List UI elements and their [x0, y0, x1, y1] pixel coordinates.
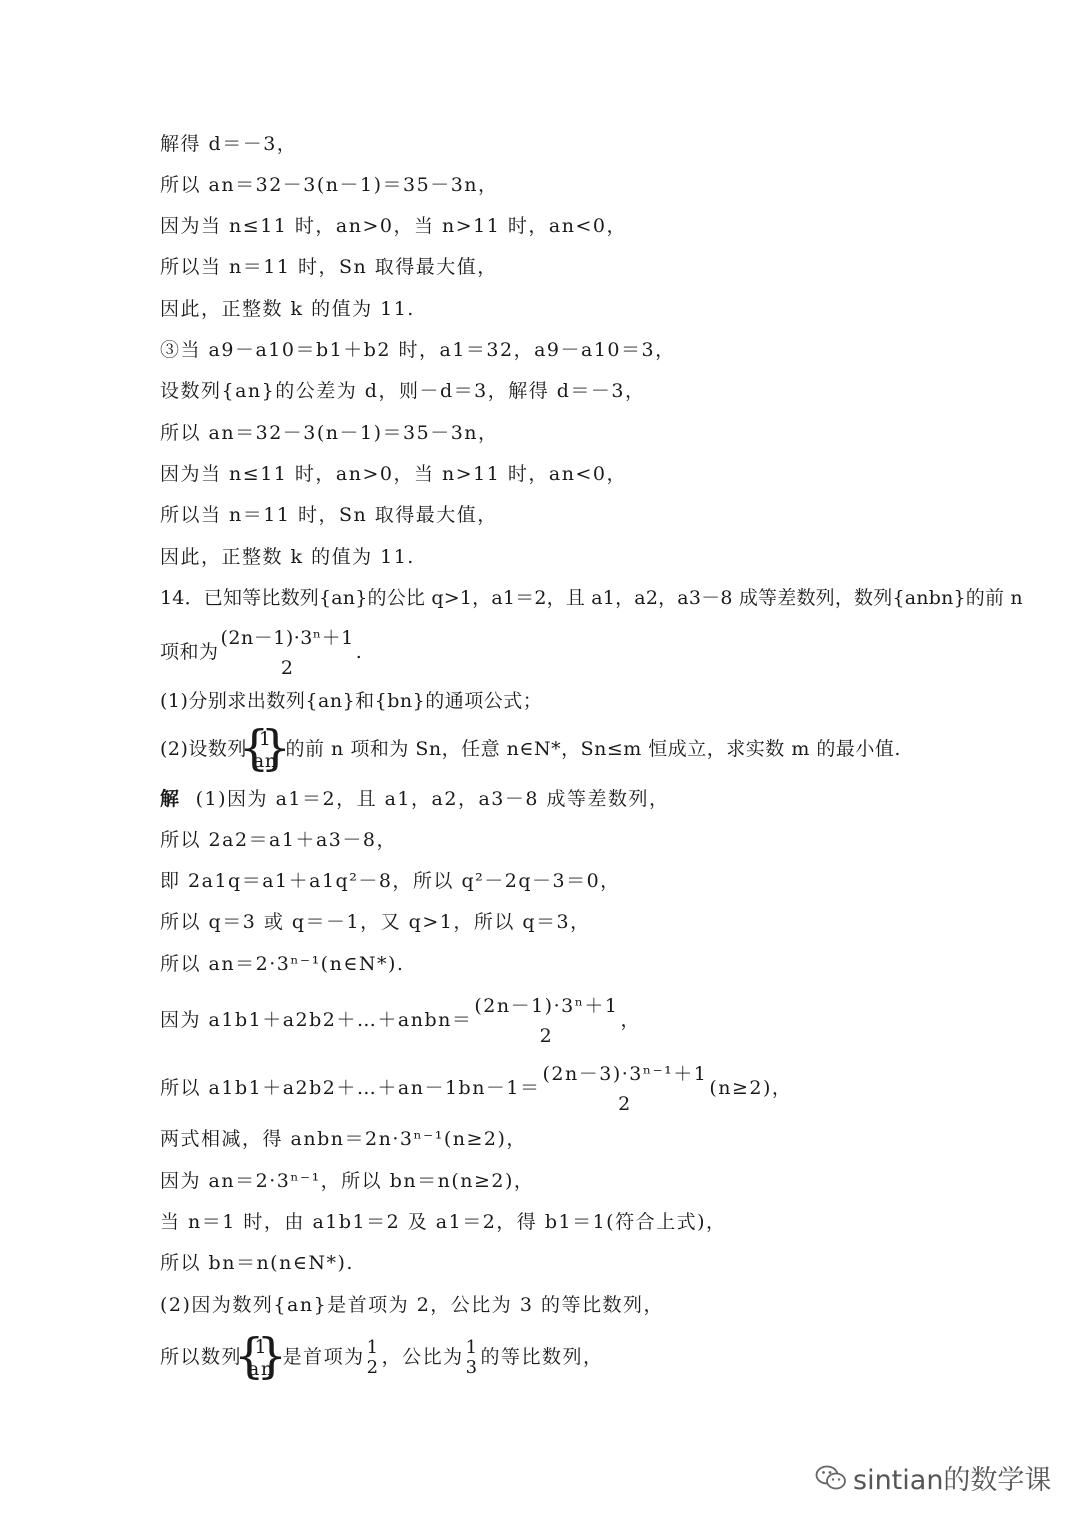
text-line: 解得 d＝－3， [160, 133, 298, 155]
text-line: 设数列{an}的公差为 d，则－d＝3，解得 d＝－3， [160, 380, 646, 402]
text-segment: . [355, 641, 363, 663]
wechat-icon [815, 1464, 847, 1492]
fraction-denominator: 2 [618, 1093, 632, 1115]
text-segment: 所以 a1b1＋a2b2＋…＋an－1bn－1＝ [160, 1077, 541, 1099]
formula-line [160, 1062, 792, 1116]
fraction-numerator: 1 [465, 1337, 479, 1358]
text-line: 所以 an＝32－3(n－1)＝35－3n， [160, 422, 499, 444]
text-line: 当 n＝1 时，由 a1b1＝2 及 a1＝2，得 b1＝1(符合上式)， [160, 1211, 727, 1233]
solution-start [160, 786, 669, 812]
text-line: 所以当 n＝11 时，Sn 取得最大值， [160, 504, 498, 526]
text-segment: 所以数列 [160, 1346, 243, 1368]
fraction-denominator: 2 [280, 657, 294, 679]
brace-denominator: an [248, 1358, 275, 1380]
text-line: 两式相减，得 anbn＝2n·3ⁿ⁻¹(n≥2)， [160, 1128, 527, 1150]
text-line: 所以 bn＝n(n∈N*). [160, 1252, 354, 1274]
fraction [474, 994, 618, 1048]
text-line: 因此，正整数 k 的值为 11. [160, 546, 415, 568]
fraction-denominator: 2 [366, 1357, 380, 1378]
text-line: 所以 q＝3 或 q＝－1，又 q>1，所以 q＝3， [160, 911, 591, 933]
text-segment: ，公比为 [381, 1346, 464, 1368]
sequence-braces [242, 1336, 281, 1380]
fraction [466, 1338, 479, 1378]
text-line: (2)因为数列{an}是首项为 2，公比为 3 的等比数列， [160, 1294, 664, 1316]
fraction-numerator: (2n－1)·3ⁿ＋1 [220, 627, 354, 649]
text-segment: 的等比数列， [480, 1346, 604, 1368]
text-line: 因为当 n≤11 时，an>0，当 n>11 时，an<0， [160, 215, 627, 237]
text-line: 即 2a1q＝a1＋a1q²－8，所以 q²－2q－3＝0， [160, 870, 621, 892]
text-line: 所以当 n＝11 时，Sn 取得最大值， [160, 256, 498, 278]
brace-numerator: { 1 [258, 728, 272, 750]
text-line: 因为 an＝2·3ⁿ⁻¹，所以 bn＝n(n≥2)， [160, 1170, 535, 1192]
text-line: 所以 2a2＝a1＋a3－8， [160, 829, 397, 851]
fraction-denominator: 2 [539, 1025, 554, 1047]
solution-label: 解 [160, 788, 181, 810]
fraction-numerator: (2n－3)·3ⁿ⁻¹＋1 [542, 1063, 708, 1085]
brace-numerator: { 1 [254, 1336, 269, 1358]
text-segment: (n≥2)， [709, 1077, 793, 1099]
fraction-numerator: 1 [366, 1337, 380, 1358]
text-segment: 的前 n 项和为 Sn，任意 n∈N*，Sn≤m 恒成立，求实数 m 的最小值. [285, 738, 901, 760]
text-line: 所以 an＝2·3ⁿ⁻¹(n∈N*). [160, 953, 405, 975]
text-segment: (2)设数列 [160, 738, 247, 760]
fraction [543, 1062, 708, 1116]
fraction-numerator: (2n－1)·3ⁿ＋1 [474, 995, 619, 1017]
watermark-text: sintian的数学课 [853, 1465, 1052, 1496]
text-segment: 是首项为 [282, 1346, 365, 1368]
text-segment: 因为 a1b1＋a2b2＋…＋anbn＝ [160, 1009, 473, 1031]
sequence-braces [247, 728, 284, 772]
fraction [367, 1338, 380, 1378]
problem-statement: 14．已知等比数列{an}的公比 q>1，a1＝2，且 a1，a2，a3－8 成等差数列，数列{anbn}的前 n [160, 587, 1023, 609]
formula-line [160, 1336, 604, 1380]
subquestion-2 [160, 728, 901, 772]
subquestion-1: (1)分别求出数列{an}和{bn}的通项公式； [160, 690, 543, 712]
text-line: 因此，正整数 k 的值为 11. [160, 298, 415, 320]
brace-denominator: an [252, 750, 278, 772]
fraction [221, 626, 354, 680]
text-line: ③当 a9－a10＝b1＋b2 时，a1＝32，a9－a10＝3， [160, 339, 676, 361]
fraction-denominator: 3 [465, 1357, 479, 1378]
text-segment: 项和为 [160, 641, 219, 663]
text-line: 因为当 n≤11 时，an>0，当 n>11 时，an<0， [160, 463, 627, 485]
formula-line [160, 994, 641, 1048]
text-line: 所以 an＝32－3(n－1)＝35－3n， [160, 174, 499, 196]
text-segment: ， [620, 1009, 642, 1031]
problem-statement-line [160, 626, 362, 680]
watermark [815, 1458, 1051, 1497]
text-segment: (1)因为 a1＝2，且 a1，a2，a3－8 成等差数列， [195, 788, 670, 810]
